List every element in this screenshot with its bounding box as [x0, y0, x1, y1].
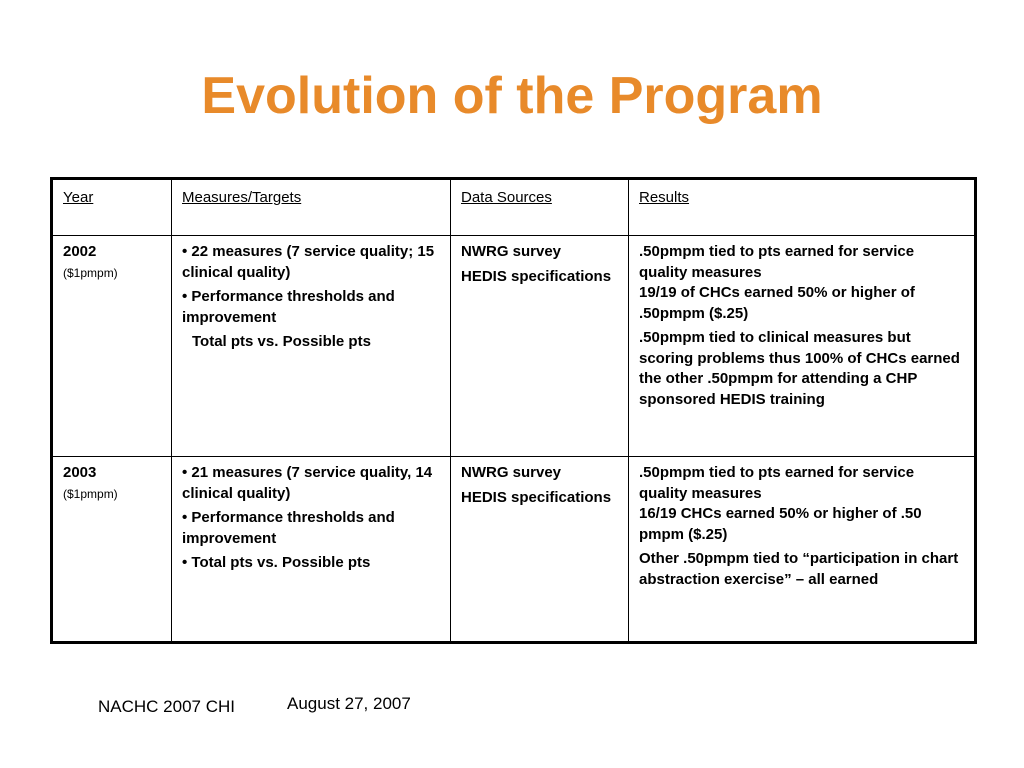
header-year: [52, 179, 172, 236]
data-sources-cell: [451, 457, 629, 643]
result-item: 16/19 CHCs earned 50% or higher of .50 pmpm ($.25): [639, 505, 922, 543]
measures-cell: [172, 236, 451, 457]
data-source-item: NWRG survey: [461, 464, 562, 481]
measure-item: • Performance thresholds and improvement: [182, 509, 395, 547]
result-item: .50pmpm tied to pts earned for service quality measures: [639, 243, 915, 281]
year-value: 2003: [63, 464, 97, 481]
data-source-item: HEDIS specifications: [461, 267, 612, 285]
year-cell: [52, 236, 172, 457]
measure-item: • 21 measures (7 service quality, 14 clinical quality): [182, 464, 433, 502]
result-item: .50pmpm tied to pts earned for service quality measures: [639, 464, 915, 502]
data-sources-cell: [451, 236, 629, 457]
result-item: 19/19 of CHCs earned 50% or higher of .50pmpm ($.25): [639, 284, 915, 322]
measure-item: • Total pts vs. Possible pts: [182, 554, 371, 571]
year-value: 2002: [63, 243, 97, 260]
year-cell: [52, 457, 172, 643]
header-measures: [172, 179, 451, 236]
budget-value: ($1pmpm): [63, 486, 118, 501]
header-measures-label: Measures/Targets: [182, 189, 302, 206]
measures-cell: [172, 457, 451, 643]
page-title: Evolution of the Program: [201, 67, 823, 125]
header-results: [629, 179, 976, 236]
results-cell: [629, 236, 976, 457]
table-header-row: [52, 179, 976, 236]
table-row: [52, 236, 976, 457]
measure-item: • Performance thresholds and improvement: [182, 288, 395, 326]
data-source-item: HEDIS specifications: [461, 488, 612, 506]
header-data-sources-label: Data Sources: [461, 189, 552, 206]
footer-date: August 27, 2007: [287, 694, 411, 713]
header-year-label: Year: [63, 189, 94, 206]
budget-value: ($1pmpm): [63, 265, 118, 280]
footer-event-label: NACHC 2007 CHI: [98, 697, 235, 716]
program-evolution-table: [50, 177, 977, 644]
header-results-label: Results: [639, 189, 690, 206]
measure-item: • 22 measures (7 service quality; 15 clinical quality): [182, 243, 435, 281]
result-item: Other .50pmpm tied to “participation in chart abstraction exercise” – all earned: [639, 550, 959, 588]
results-cell: [629, 457, 976, 643]
header-data-sources: [451, 179, 629, 236]
result-item: .50pmpm tied to clinical measures but scoring problems thus 100% of CHCs earned the other .50pmpm for attending a CHP sponsored HEDIS training: [639, 329, 960, 408]
data-source-item: NWRG survey: [461, 243, 562, 260]
measure-item: Total pts vs. Possible pts: [192, 333, 371, 350]
table-row: [52, 457, 976, 643]
